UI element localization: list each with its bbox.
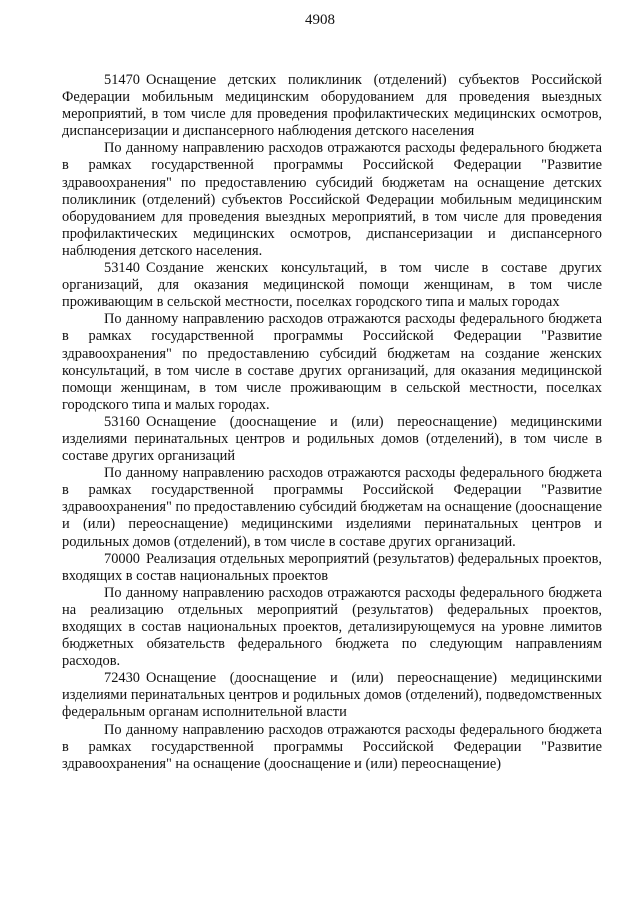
- code-paragraph-53140: [62, 260, 602, 311]
- code-title: Оснащение (дооснащение и (или) переоснащение) медицинскими изделиями перинатальных центров и родильных домов (отделений), подведомственных федеральным органам исполнительной власти: [62, 670, 602, 721]
- code-paragraph-53160: [62, 414, 602, 465]
- description-paragraph: По данному направлению расходов отражаются расходы федерального бюджета на реализацию отдельных мероприятий (результатов) федеральных проектов, входящих в состав национальных проектов, детализирующемуся на уровне лимитов бюджетных обязательств федерального бюджета по следующим направлениям расходов.: [62, 584, 602, 670]
- code-paragraph-72430: [62, 670, 602, 721]
- expense-code: 53140: [104, 260, 140, 277]
- code-title: Оснащение детских поликлиник (отделений) субъектов Российской Федерации мобильным медицинским оборудованием для проведения выездных мероприятий, в том числе для проведения профилактических медицинских осмотров, диспансеризации и диспансерного наблюдения детского населения: [62, 72, 602, 140]
- code-title: Оснащение (дооснащение и (или) переоснащение) медицинскими изделиями перинатальных центров и родильных домов (отделений), в том числе в составе других организаций: [62, 413, 602, 465]
- description-paragraph: По данному направлению расходов отражаются расходы федерального бюджета в рамках государственной программы Российской Федерации "Развитие здравоохранения" на оснащение (дооснащение и (или) переоснащение): [62, 721, 602, 772]
- code-paragraph-51470: [62, 72, 602, 140]
- page-number: 4908: [305, 12, 335, 28]
- code-paragraph-70000: [62, 551, 602, 585]
- expense-code: 53160: [104, 413, 140, 430]
- code-title: Реализация отдельных мероприятий (результатов) федеральных проектов, входящих в состав национальных проектов: [62, 550, 602, 584]
- expense-code: 51470: [104, 72, 140, 88]
- description-paragraph: По данному направлению расходов отражаются расходы федерального бюджета в рамках государственной программы Российской Федерации "Развитие здравоохранения" по предоставлению субсидий бюджетам на оснащение (дооснащение и (или) переоснащение) медицинскими изделиями перинатальных центров и родильных домов (отделений), в том числе в составе других организаций.: [62, 465, 602, 550]
- expense-code: 70000: [104, 550, 140, 567]
- document-body: [62, 72, 602, 773]
- code-title: Создание женских консультаций, в том числе в составе других организаций, для оказания медицинской помощи женщинам, в том числе проживающим в сельской местности, поселках городского типа и малых городах: [62, 260, 602, 311]
- description-paragraph: По данному направлению расходов отражаются расходы федерального бюджета в рамках государственной программы Российской Федерации "Развитие здравоохранения" по предоставлению субсидий бюджетам на создание женских консультаций, в том числе в составе других организаций, для оказания медицинской помощи женщинам, в том числе проживающим в сельской местности, поселках городского типа и малых городах.: [62, 311, 602, 413]
- expense-code: 72430: [104, 670, 140, 687]
- description-paragraph: По данному направлению расходов отражаются расходы федерального бюджета в рамках государственной программы Российской Федерации "Развитие здравоохранения" по предоставлению субсидий бюджетам на оснащение детских поликлиник (отделений) субъектов Российской Федерации мобильным медицинским оборудованием для проведения выездных мероприятий, в том числе для проведения профилактических медицинских осмотров, диспансеризации и диспансерного наблюдения детского населения.: [62, 140, 602, 259]
